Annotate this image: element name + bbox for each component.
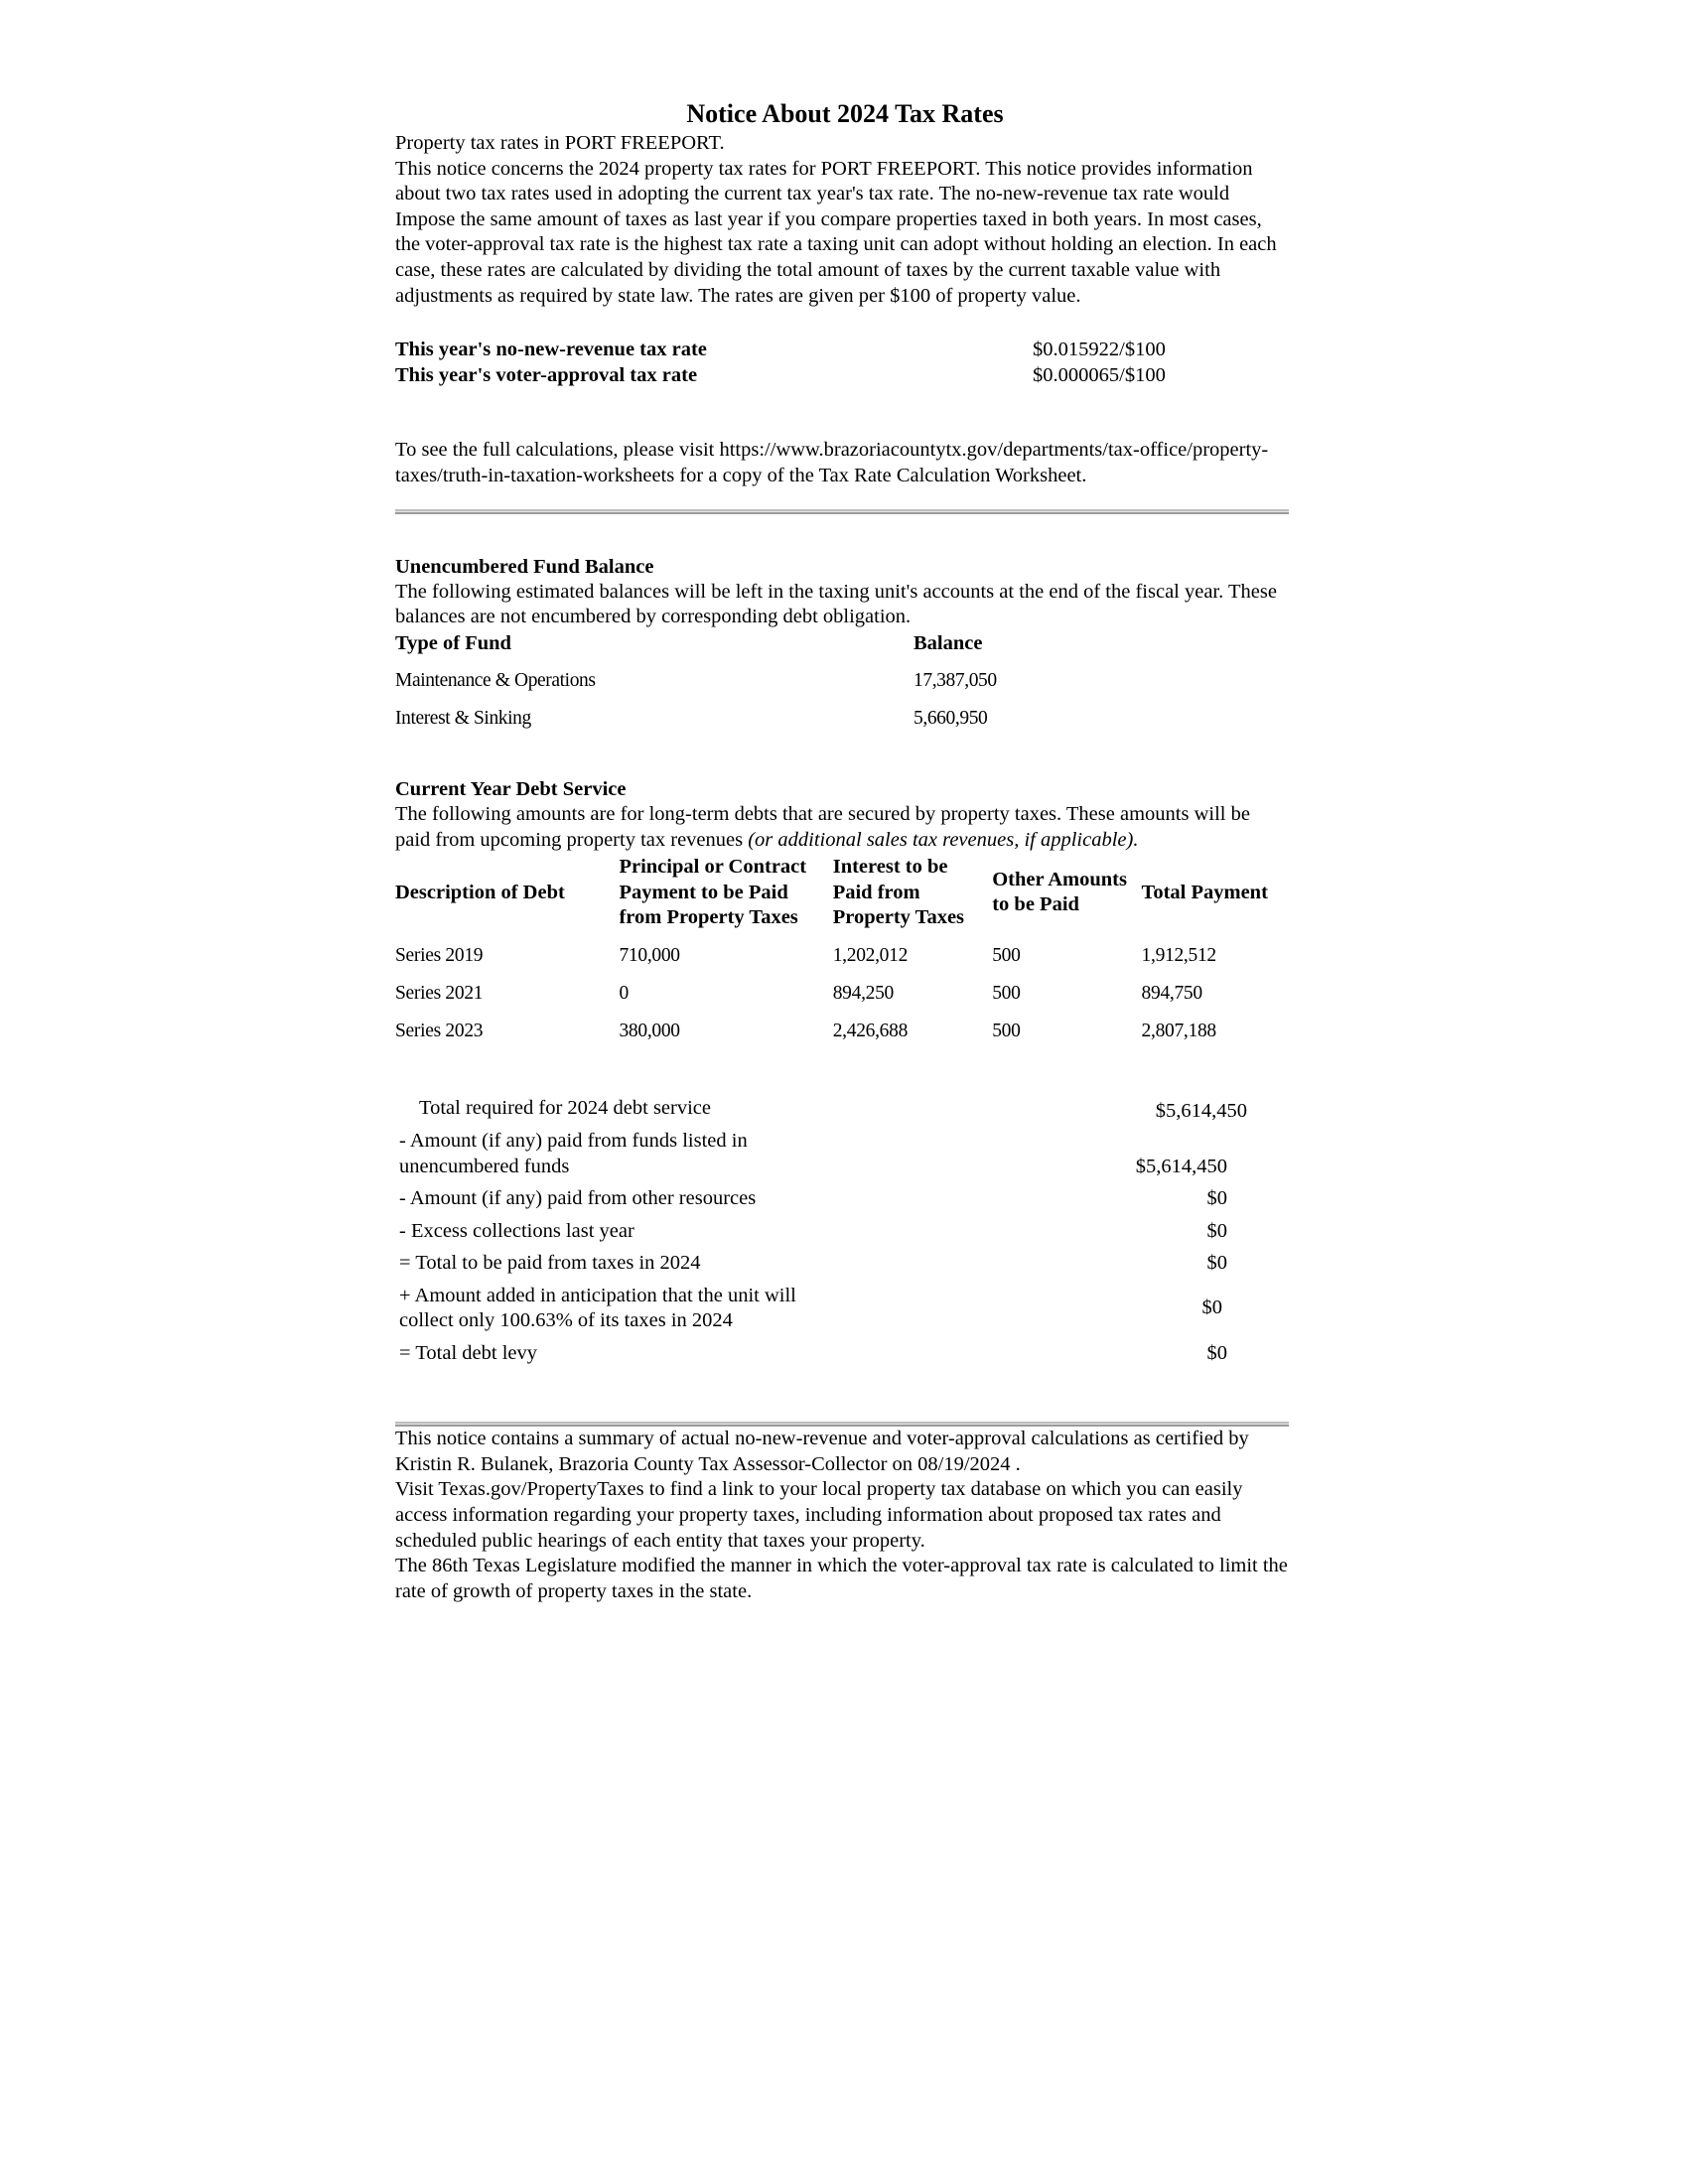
description-italic: (or additional sales tax revenues, if applicable). [748,828,1139,851]
rate-row-voter-approval [395,362,1289,388]
summary-row-total-debt-levy [395,1341,1289,1367]
summary-row-total-from-taxes [395,1251,1289,1277]
col-interest: Interest to be Paid from Property Taxes [832,856,965,929]
intro-line: Property tax rates in PORT FREEPORT. [395,132,725,154]
debt-interest: 894,250 [832,982,894,1004]
debt-interest: 1,202,012 [832,944,909,966]
summary-amount: $0 [1201,1297,1222,1319]
debt-other: 500 [992,1020,1021,1041]
debt-principal: 380,000 [619,1020,680,1041]
rate-label: This year's voter-approval tax rate [395,364,698,387]
col-description-of-debt: Description of Debt [395,881,565,903]
fund-balance-table [395,630,1289,732]
description-plain: The following amounts are for long-term debts that are secured by property taxes. These amounts will be paid from upcoming property tax revenues [395,803,1250,851]
summary-amount: $5,614,450 [1135,1155,1227,1177]
col-balance: Balance [914,632,983,655]
summary-label: - Excess collections last year [399,1219,634,1242]
summary-amount: $0 [1206,1219,1227,1242]
summary-amount: $0 [1206,1252,1227,1275]
summary-row-total-required [395,1096,1289,1122]
debt-service-description [395,802,1289,853]
intro-paragraph: This notice concerns the 2024 property tax rates for PORT FREEPORT. This notice provides information about two tax rates used in adopting the current tax year's tax rate. The no-new-revenue tax rate would Impose the same amount of taxes as last year if you compare properties taxed in both years. In most cases, the voter-approval tax rate is the highest tax rate a taxing unit can adopt without holding an election. In each case, these rates are calculated by dividing the total amount of taxes by the current taxable value with adjustments as required by state law. The rates are given per $100 of property value. [395,157,1277,307]
closing-notes [395,1427,1289,1604]
summary-label: = Total debt levy [399,1341,537,1364]
debt-principal: 710,000 [619,944,680,966]
debt-interest: 2,426,688 [832,1020,909,1041]
tax-rates-block [395,337,1289,388]
rate-row-no-new-revenue [395,337,1289,362]
debt-other: 500 [992,944,1021,966]
legislature-note: The 86th Texas Legislature modified the manner in which the voter-approval tax rate is calculated to limit the rate of growth of property taxes in the state. [395,1555,1288,1602]
summary-label: Total required for 2024 debt service [419,1096,711,1119]
summary-label: - Amount (if any) paid from funds listed in unencumbered funds [399,1130,748,1177]
table-row [395,981,1289,1007]
summary-amount: $5,614,450 [1155,1099,1247,1122]
section-divider [395,509,1289,514]
debt-description: Series 2019 [395,944,484,966]
table-row [395,1019,1289,1044]
fund-table-header [395,630,1289,656]
col-principal: Principal or Contract Payment to be Paid from Property Taxes [619,856,807,929]
rate-label: This year's no-new-revenue tax rate [395,339,707,361]
table-row [395,706,1289,732]
summary-amount: $0 [1206,1341,1227,1364]
summary-row-other-resources [395,1186,1289,1212]
summary-label: + Amount added in anticipation that the unit will collect only 100.63% of its taxes in 2024 [399,1284,796,1332]
debt-summary-table [395,1096,1289,1367]
col-other-amounts: Other Amounts to be Paid [992,868,1127,916]
fund-balance: 17,387,050 [914,670,997,692]
fund-balance: 5,660,950 [914,708,988,730]
debt-description: Series 2023 [395,1020,484,1041]
summary-row-unencumbered [395,1129,1289,1179]
debt-total: 1,912,512 [1141,944,1216,966]
debt-table-header [395,855,1289,931]
certification-note: This notice contains a summary of actual no-new-revenue and voter-approval calculations as certified by Kristin R. Bulanek, Brazoria County Tax Assessor-Collector on 08/19/2024 . [395,1428,1249,1475]
fund-balance-section [395,554,1289,732]
debt-service-table [395,855,1289,1044]
debt-other: 500 [992,982,1021,1004]
page-title: Notice About 2024 Tax Rates [686,99,1004,128]
fund-type: Interest & Sinking [395,708,531,730]
col-total-payment: Total Payment [1141,881,1268,903]
fund-balance-heading: Unencumbered Fund Balance [395,555,654,578]
summary-row-anticipation [395,1284,1289,1334]
debt-service-heading: Current Year Debt Service [395,778,627,801]
notice-page [395,97,1289,1604]
rate-value: $0.015922/$100 [1033,339,1166,361]
rate-value: $0.000065/$100 [1033,364,1166,387]
property-taxes-website-note: Visit Texas.gov/PropertyTaxes to find a link to your local property tax database on which you can easily access information regarding your property taxes, including information about proposed tax rates and scheduled public hearings of each entity that taxes your property. [395,1478,1243,1552]
calculation-link-text: To see the full calculations, please visit https://www.brazoriacountytx.gov/departments/tax-office/property-taxes/truth-in-taxation-worksheets for a copy of the Tax Rate Calculation Worksheet. [395,439,1269,486]
fund-balance-description: The following estimated balances will be left in the taxing unit's accounts at the end of the fiscal year. These balances are not encumbered by corresponding debt obligation. [395,580,1277,628]
table-row [395,943,1289,969]
debt-total: 894,750 [1141,982,1202,1004]
summary-label: - Amount (if any) paid from other resources [399,1187,757,1210]
debt-description: Series 2021 [395,982,484,1004]
debt-total: 2,807,188 [1141,1020,1216,1041]
summary-row-excess-collections [395,1219,1289,1245]
summary-amount: $0 [1206,1187,1227,1210]
table-row [395,668,1289,694]
col-type-of-fund: Type of Fund [395,632,511,655]
debt-service-section [395,776,1289,1044]
fund-type: Maintenance & Operations [395,670,596,692]
debt-principal: 0 [619,982,629,1004]
summary-label: = Total to be paid from taxes in 2024 [399,1252,701,1275]
